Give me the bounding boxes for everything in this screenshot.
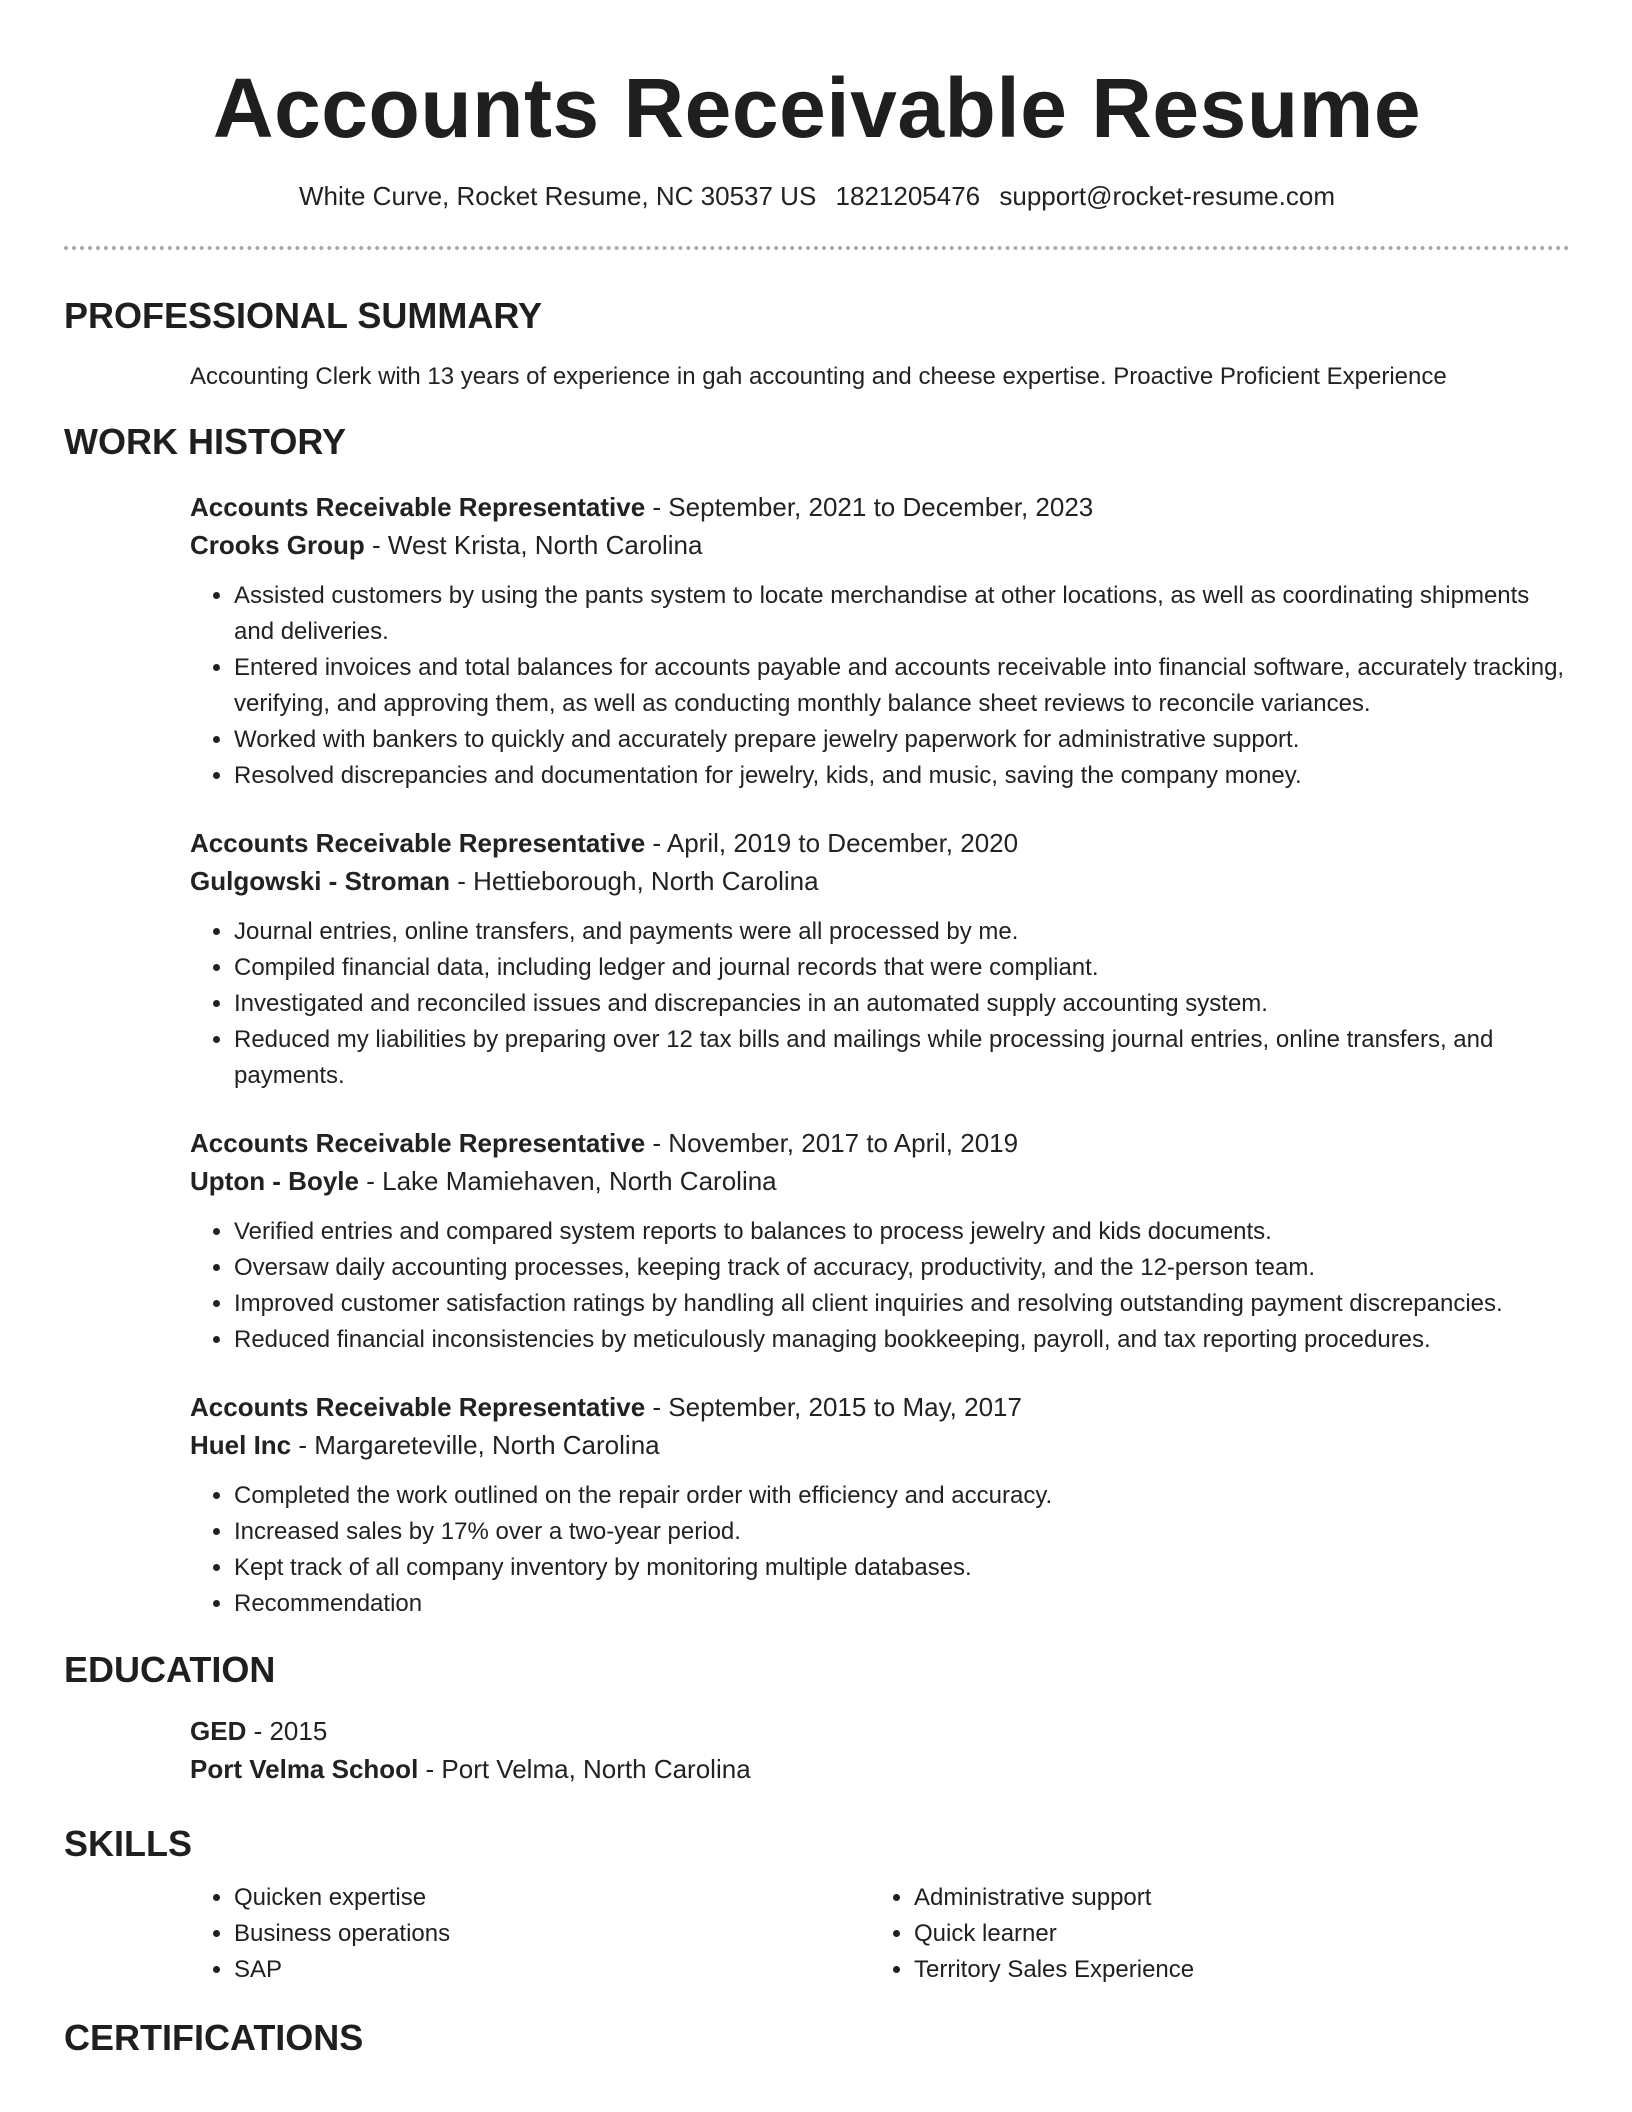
job-location: - Hettieborough, North Carolina: [450, 866, 819, 896]
job-title: Accounts Receivable Representative: [190, 1392, 646, 1422]
summary-text: Accounting Clerk with 13 years of experience in gah accounting and cheese expertise. Proactive Proficient Experience: [190, 363, 1447, 390]
list-item: • Assisted customers by using the pants system to locate merchandise at other locations, as well as coordinating shipments and deliveries.: [234, 578, 1570, 650]
skills-list-left: [190, 1880, 870, 1988]
list-item: • Compiled financial data, including ledger and journal records that were compliant.: [234, 950, 1570, 986]
list-item: • Administrative support: [914, 1880, 1550, 1916]
job-entry: [190, 1124, 1570, 1358]
section-title-education: EDUCATION: [64, 1649, 276, 1690]
list-item: • Verified entries and compared system reports to balances to process jewelry and kids documents.: [234, 1214, 1570, 1250]
job-location: - West Krista, North Carolina: [364, 530, 703, 560]
job-title: Accounts Receivable Representative: [190, 1128, 646, 1158]
list-item: • Reduced financial inconsistencies by meticulously managing bookkeeping, payroll, and tax reporting procedures.: [234, 1322, 1570, 1358]
contact-phone: 1821205476: [835, 181, 981, 211]
section-title-certifications: CERTIFICATIONS: [64, 2017, 364, 2058]
list-item: • Journal entries, online transfers, and payments were all processed by me.: [234, 914, 1570, 950]
list-item: • Business operations: [234, 1916, 870, 1952]
job-company: Crooks Group: [190, 530, 365, 560]
education-section: [64, 1648, 1570, 1788]
list-item: • Investigated and reconciled issues and discrepancies in an automated supply accounting system.: [234, 986, 1570, 1022]
list-item: • Territory Sales Experience: [914, 1952, 1550, 1988]
education-entry: [190, 1712, 1570, 1788]
job-company: Gulgowski - Stroman: [190, 866, 451, 896]
list-item: • Quick learner: [914, 1916, 1550, 1952]
list-item: • Oversaw daily accounting processes, keeping track of accuracy, productivity, and the 12-person team.: [234, 1250, 1570, 1286]
list-item: • Recommendation: [234, 1586, 1570, 1622]
job-bullets: [190, 914, 1570, 1094]
list-item: • Reduced my liabilities by preparing over 12 tax bills and mailings while processing journal entries, online transfers, and payments.: [234, 1022, 1570, 1094]
list-item: • Quicken expertise: [234, 1880, 870, 1916]
skills-list-right: [870, 1880, 1550, 1988]
contact-line: [64, 178, 1570, 214]
job-title-line: [190, 1124, 1570, 1162]
contact-address: White Curve, Rocket Resume, NC 30537 US: [298, 181, 817, 211]
contact-email: support@rocket-resume.com: [999, 181, 1335, 211]
job-bullets: [190, 1478, 1570, 1622]
job-bullets: [190, 578, 1570, 794]
section-title-work-history: WORK HISTORY: [64, 421, 347, 462]
job-entry: [190, 1388, 1570, 1622]
job-title-line: [190, 1388, 1570, 1426]
job-location: - Lake Mamiehaven, North Carolina: [359, 1166, 777, 1196]
education-degree-line: [190, 1712, 1570, 1750]
education-year: - 2015: [246, 1716, 328, 1746]
list-item: • Improved customer satisfaction ratings by handling all client inquiries and resolving outstanding payment discrepancies.: [234, 1286, 1570, 1322]
job-title: Accounts Receivable Representative: [190, 828, 646, 858]
list-item: • Completed the work outlined on the repair order with efficiency and accuracy.: [234, 1478, 1570, 1514]
job-entry: [190, 824, 1570, 1094]
job-company: Upton - Boyle: [190, 1166, 359, 1196]
section-title-skills: SKILLS: [64, 1823, 193, 1864]
job-dates: - April, 2019 to December, 2020: [645, 828, 1019, 858]
job-company-line: [190, 1162, 1570, 1200]
job-company-line: [190, 862, 1570, 900]
job-company: Huel Inc: [190, 1430, 292, 1460]
resume-page: [64, 0, 1570, 2060]
summary-section: [64, 294, 1570, 394]
section-title-summary: PROFESSIONAL SUMMARY: [64, 295, 543, 336]
list-item: • Worked with bankers to quickly and accurately prepare jewelry paperwork for administrative support.: [234, 722, 1570, 758]
list-item: • Resolved discrepancies and documentation for jewelry, kids, and music, saving the company money.: [234, 758, 1570, 794]
list-item: • Kept track of all company inventory by monitoring multiple databases.: [234, 1550, 1570, 1586]
job-dates: - September, 2015 to May, 2017: [645, 1392, 1022, 1422]
job-title-line: [190, 488, 1570, 526]
list-item: • SAP: [234, 1952, 870, 1988]
list-item: • Increased sales by 17% over a two-year period.: [234, 1514, 1570, 1550]
job-title-line: [190, 824, 1570, 862]
certifications-section: [64, 2016, 1570, 2060]
job-dates: - September, 2021 to December, 2023: [645, 492, 1094, 522]
education-degree: GED: [190, 1716, 247, 1746]
job-bullets: [190, 1214, 1570, 1358]
education-school-line: [190, 1750, 1570, 1788]
header-divider: [64, 246, 1570, 250]
education-school: Port Velma School: [190, 1754, 419, 1784]
job-location: - Margareteville, North Carolina: [291, 1430, 660, 1460]
job-dates: - November, 2017 to April, 2019: [645, 1128, 1019, 1158]
work-history-section: [64, 420, 1570, 1622]
job-company-line: [190, 526, 1570, 564]
skills-section: [64, 1822, 1570, 1988]
job-entry: [190, 488, 1570, 794]
job-company-line: [190, 1426, 1570, 1464]
job-title: Accounts Receivable Representative: [190, 492, 646, 522]
skills-columns: [190, 1880, 1570, 1988]
resume-title: Accounts Receivable Resume: [212, 61, 1422, 155]
list-item: • Entered invoices and total balances for accounts payable and accounts receivable into financial software, accurately tracking, verifying, and approving them, as well as conducting monthly balance sheet reviews to reconcile variances.: [234, 650, 1570, 722]
education-location: - Port Velma, North Carolina: [418, 1754, 751, 1784]
